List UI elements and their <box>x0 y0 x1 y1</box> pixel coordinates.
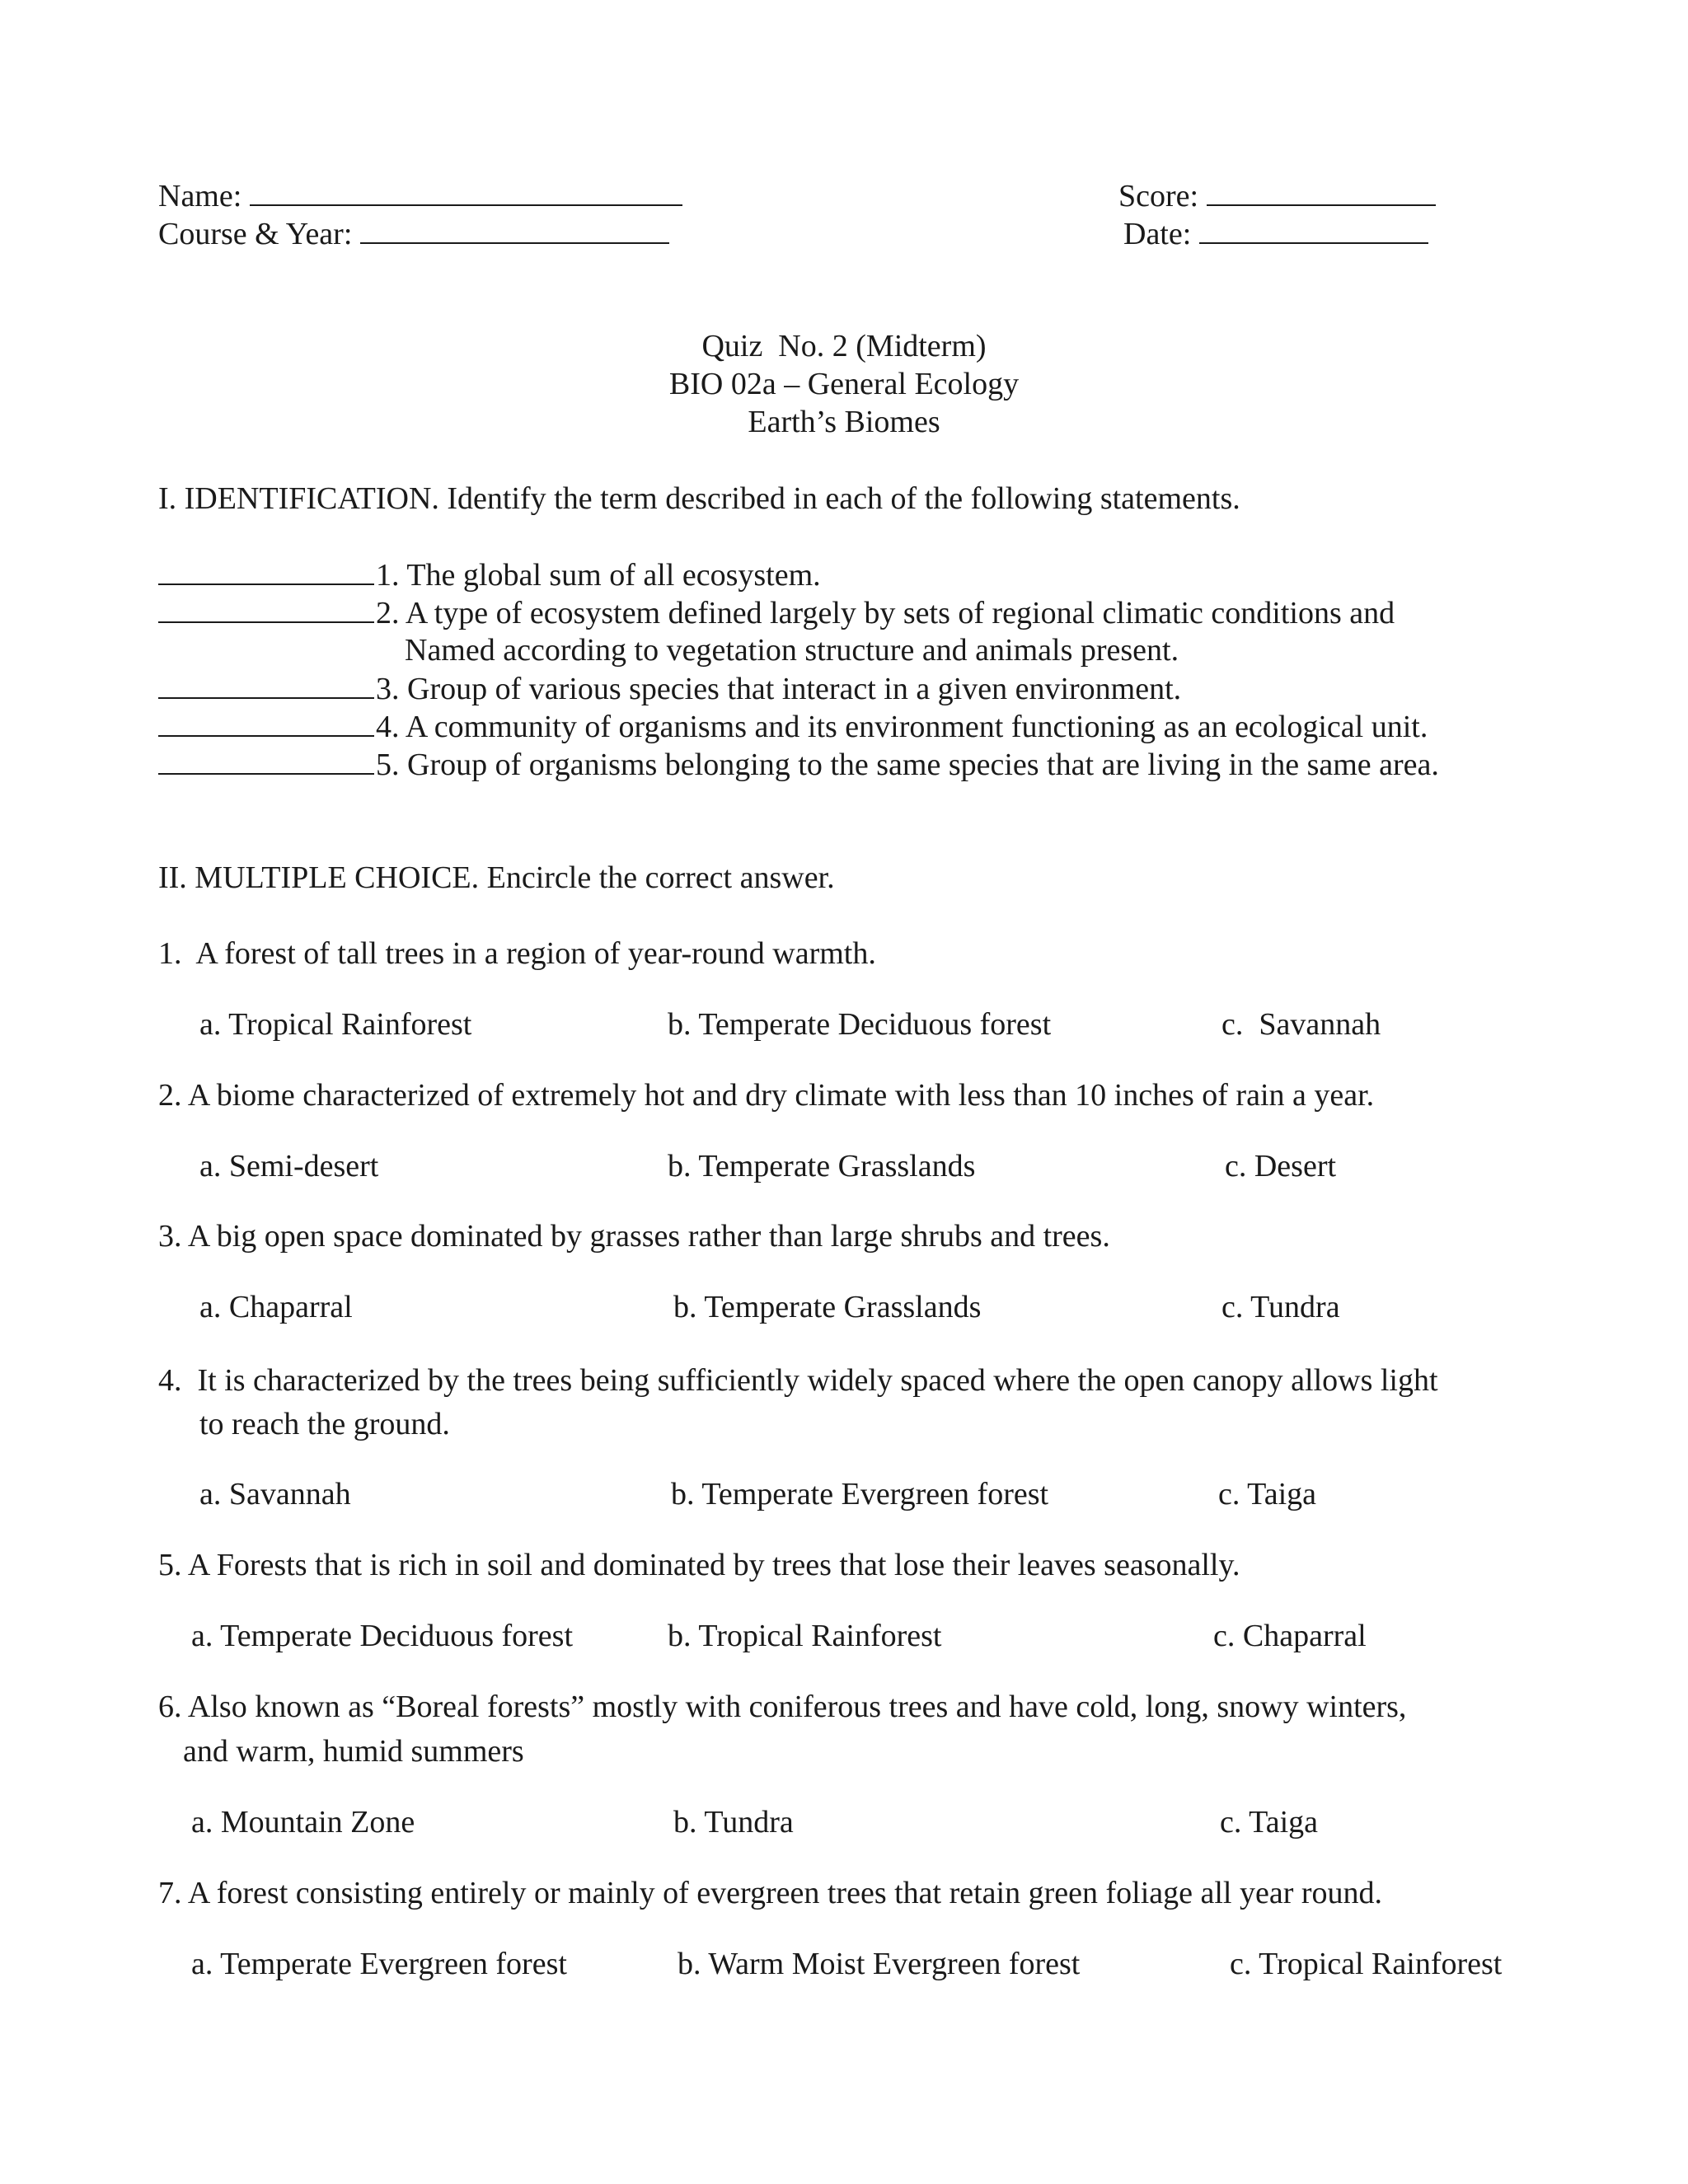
q5-choice-a[interactable]: a. Temperate Deciduous forest <box>191 1619 574 1653</box>
q1-choice-c[interactable]: c. Savannah <box>1221 1007 1381 1042</box>
q1-choice-b[interactable]: b. Temperate Deciduous forest <box>668 1007 1052 1042</box>
topic-title: Earth’s Biomes <box>748 405 940 439</box>
section-identification-heading: I. IDENTIFICATION. Identify the term described in each of the following statements. <box>158 481 1240 516</box>
q5-choice-c[interactable]: c. Chaparral <box>1213 1619 1367 1653</box>
answer-blank-1[interactable] <box>158 555 374 585</box>
question-1: 1. A forest of tall trees in a region of year-round warmth. <box>158 936 876 971</box>
identification-item-4 <box>158 707 1428 746</box>
q7-choice-c[interactable]: c. Tropical Rainforest <box>1230 1947 1503 1981</box>
identification-item-2 <box>158 593 1395 632</box>
answer-blank-4[interactable] <box>158 707 374 737</box>
answer-blank-5[interactable] <box>158 745 374 775</box>
question-6: 6. Also known as “Boreal forests” mostly with coniferous trees and have cold, long, snowy winters, <box>158 1690 1407 1724</box>
question-6-continuation: and warm, humid summers <box>183 1734 524 1769</box>
identification-text-2-continuation: Named according to vegetation structure and animals present. <box>405 633 1179 668</box>
q7-choice-b[interactable]: b. Warm Moist Evergreen forest <box>678 1947 1081 1981</box>
date-line[interactable] <box>1199 213 1428 244</box>
q1-choice-a[interactable]: a. Tropical Rainforest <box>199 1007 472 1042</box>
course-year-line[interactable] <box>360 213 669 244</box>
score-field[interactable] <box>1118 175 1436 215</box>
answer-blank-2[interactable] <box>158 593 374 623</box>
q6-choice-c[interactable]: c. Taiga <box>1220 1805 1319 1840</box>
identification-text-2: 2. A type of ecosystem defined largely by sets of regional climatic conditions and <box>376 596 1395 630</box>
question-2: 2. A biome characterized of extremely hot and dry climate with less than 10 inches of rain a year. <box>158 1078 1375 1113</box>
course-title: BIO 02a – General Ecology <box>668 367 1020 401</box>
question-7: 7. A forest consisting entirely or mainly of evergreen trees that retain green foliage all year round. <box>158 1876 1383 1910</box>
identification-item-3 <box>158 669 1181 708</box>
q4-choice-b[interactable]: b. Temperate Evergreen forest <box>671 1477 1049 1511</box>
course-year-field[interactable] <box>158 213 669 253</box>
q2-choice-c[interactable]: c. Desert <box>1225 1149 1337 1183</box>
q7-choice-a[interactable]: a. Temperate Evergreen forest <box>191 1947 567 1981</box>
date-field[interactable] <box>1123 213 1428 253</box>
q3-choice-c[interactable]: c. Tundra <box>1221 1290 1340 1324</box>
q2-choice-a[interactable]: a. Semi-desert <box>199 1149 379 1183</box>
identification-text-1: 1. The global sum of all ecosystem. <box>376 558 821 593</box>
answer-blank-3[interactable] <box>158 669 374 699</box>
q6-choice-b[interactable]: b. Tundra <box>673 1805 794 1840</box>
identification-text-4: 4. A community of organisms and its environment functioning as an ecological unit. <box>376 710 1428 744</box>
date-label: Date: <box>1123 217 1192 251</box>
question-4: 4. It is characterized by the trees being sufficiently widely spaced where the open canopy allows light <box>158 1363 1438 1398</box>
q2-choice-b[interactable]: b. Temperate Grasslands <box>668 1149 976 1183</box>
identification-text-5: 5. Group of organisms belonging to the same species that are living in the same area. <box>376 748 1439 782</box>
name-label: Name: <box>158 179 242 213</box>
identification-item-5 <box>158 745 1439 784</box>
quiz-title: Quiz No. 2 (Midterm) <box>701 329 987 363</box>
question-5: 5. A Forests that is rich in soil and dominated by trees that lose their leaves seasonally. <box>158 1548 1240 1582</box>
question-4-continuation: to reach the ground. <box>199 1407 450 1441</box>
q3-choice-b[interactable]: b. Temperate Grasslands <box>673 1290 982 1324</box>
q4-choice-a[interactable]: a. Savannah <box>199 1477 351 1511</box>
question-3: 3. A big open space dominated by grasses rather than large shrubs and trees. <box>158 1219 1110 1254</box>
course-year-label: Course & Year: <box>158 217 353 251</box>
section-multiple-choice-heading: II. MULTIPLE CHOICE. Encircle the correct answer. <box>158 860 835 895</box>
q3-choice-a[interactable]: a. Chaparral <box>199 1290 353 1324</box>
q4-choice-c[interactable]: c. Taiga <box>1218 1477 1317 1511</box>
name-line[interactable] <box>250 175 682 206</box>
score-label: Score: <box>1118 179 1199 213</box>
identification-text-3: 3. Group of various species that interact in a given environment. <box>376 672 1182 706</box>
q5-choice-b[interactable]: b. Tropical Rainforest <box>668 1619 942 1653</box>
name-field[interactable] <box>158 175 682 215</box>
score-line[interactable] <box>1207 175 1436 206</box>
identification-item-1 <box>158 555 821 594</box>
q6-choice-a[interactable]: a. Mountain Zone <box>191 1805 415 1840</box>
